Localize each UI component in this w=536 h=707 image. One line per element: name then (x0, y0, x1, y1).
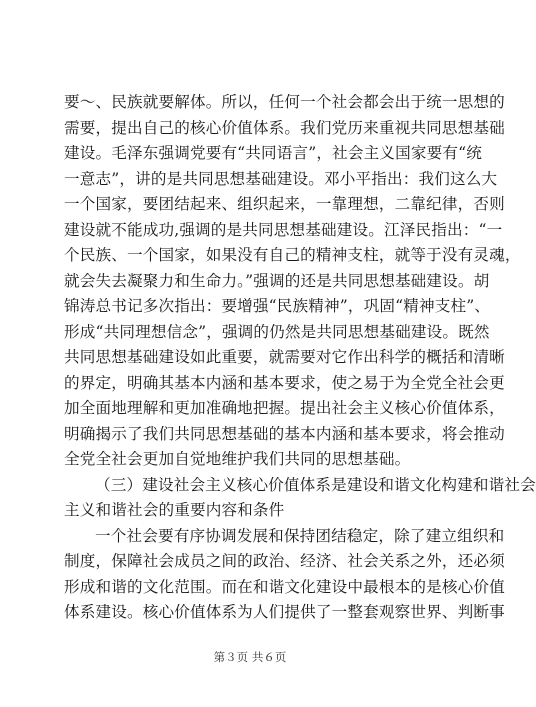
text-line: 建设。毛泽东强调党要有“共同语言”，社会主义国家要有“统 (64, 144, 482, 162)
text-line: 就会失去凝聚力和生命力。”强调的还是共同思想基础建设。胡 (64, 271, 490, 290)
text-line: 需要，提出自己的核心价值体系。我们党历来重视共同思想基础 (64, 118, 505, 137)
text-line: 建设就不能成功,强调的是共同思想基础建设。江泽民指出：“一 (64, 220, 503, 239)
section-heading: （三）建设社会主义核心价值体系是建设和谐文化构建和谐社会 (95, 475, 536, 494)
text-line: 加全面地理解和更加准确地把握。提出社会主义核心价值体系， (64, 399, 505, 417)
text-line: 形成和谐的文化范围。而在和谐文化建设中最根本的是核心价值 (64, 577, 505, 596)
body-text (64, 90, 536, 626)
page-footer: 第３页 共６页 (213, 650, 287, 664)
text-line: 一意志”，讲的是共同思想基础建设。邓小平指出：我们这么大 (64, 169, 498, 188)
text-line: 一个国家，要团结起来、组织起来，一靠理想，二靠纪律，否则 (64, 195, 505, 213)
text-line: 形成“共同理想信念”，强调的仍然是共同思想基础建设。既然 (64, 322, 490, 341)
text-line: 全党全社会更加自觉地维护我们共同的思想基础。 (64, 450, 411, 468)
text-line: 的界定，明确其基本内涵和基本要求，使之易于为全党全社会更 (64, 373, 505, 392)
text-line: 体系建设。核心价值体系为人们提供了一整套观察世界、判断事 (64, 603, 505, 621)
text-line: 制度，保障社会成员之间的政治、经济、社会关系之外，还必须 (64, 552, 505, 570)
text-line: 共同思想基础建设如此重要，就需要对它作出科学的概括和清晰 (64, 348, 505, 366)
section-heading-continued: 主义和谐社会的重要内容和条件 (64, 501, 285, 519)
text-line: 要～、民族就要解体。所以，任何一个社会都会出于统一思想的 (64, 93, 505, 111)
text-line: 明确揭示了我们共同思想基础的基本内涵和基本要求，将会推动 (64, 424, 505, 443)
text-line: 锦涛总书记多次指出：要增强“民族精神”，巩固“精神支柱”、 (64, 297, 491, 315)
text-line: 个民族、一个国家，如果没有自己的精神支柱，就等于没有灵魂， (64, 246, 521, 264)
paragraph-first-line: 一个社会要有序协调发展和保持团结稳定，除了建立组织和 (95, 526, 505, 545)
